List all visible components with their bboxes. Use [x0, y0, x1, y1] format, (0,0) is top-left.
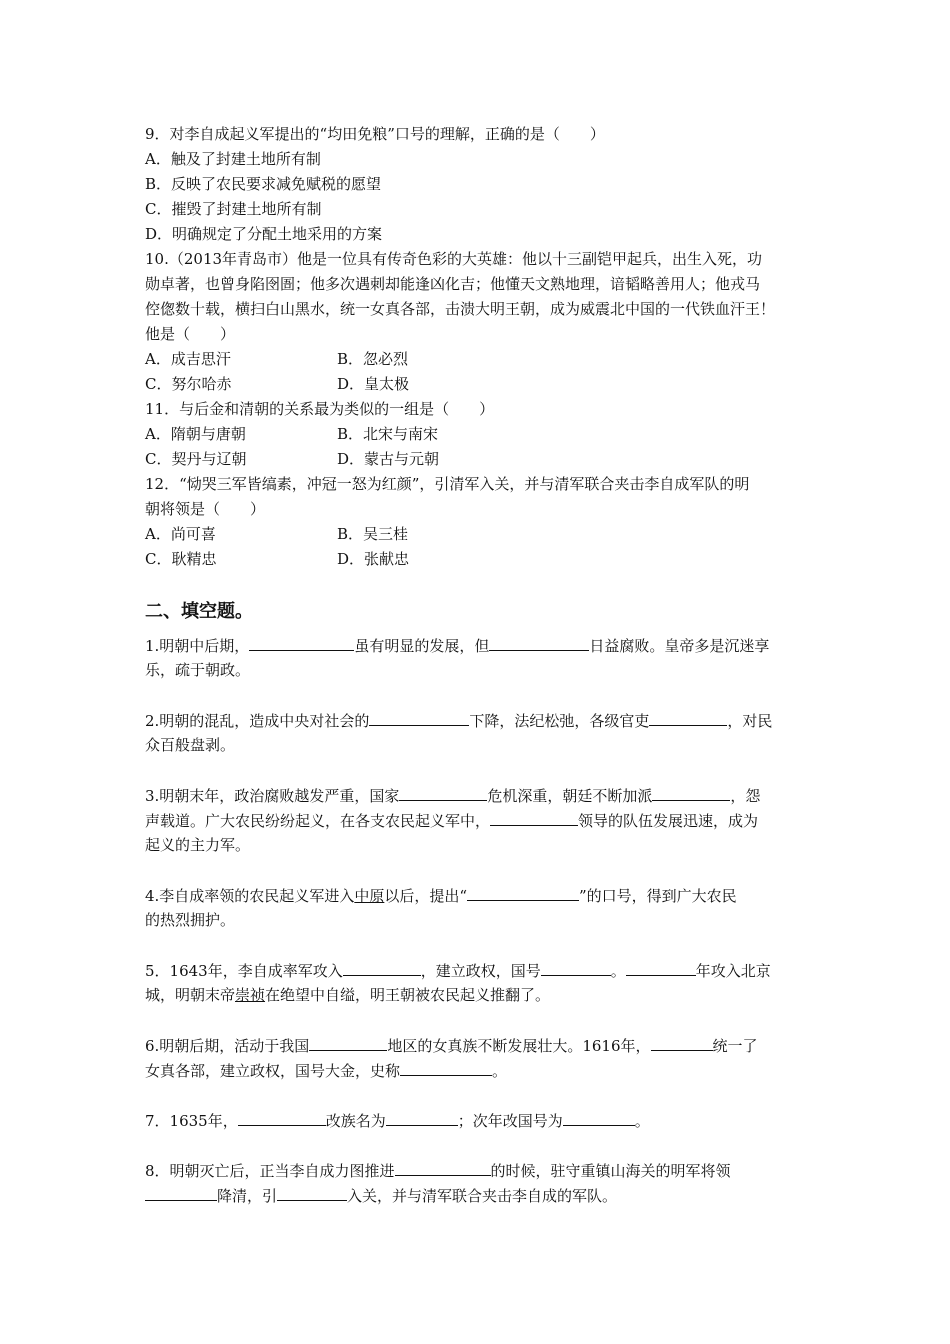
fill-5-line-2: [145, 983, 550, 1008]
fill-3-line-2: [145, 808, 758, 834]
fill-8-text-a: 8．明朝灭亡后，正当李自成力图推进: [145, 1162, 395, 1180]
q9-option-a: A．触及了封建土地所有制: [145, 150, 321, 168]
fill-6-text-e: 。: [492, 1062, 508, 1080]
fill-3-text-d: 声载道。广大农民纷纷起义，在各支农民起义军中，: [145, 812, 491, 830]
q10-option-a: A．成吉思汗: [145, 350, 231, 368]
fill-2-text-a: 2.明朝的混乱，造成中央对社会的: [145, 712, 370, 730]
fill-3-blank-3[interactable]: [490, 808, 578, 826]
q10-line-4: 他是（ ）: [145, 325, 236, 343]
fill-6-text-d: 女真各部，建立政权，国号大金，史称: [145, 1062, 401, 1080]
fill-3-line-3: 起义的主力军。: [145, 836, 251, 854]
q12-option-b: B．吴三桂: [337, 525, 409, 543]
fill-4-text-a: 4.李自成率领的农民起义军进入: [145, 887, 355, 905]
q11-options-row-1: [145, 422, 439, 447]
fill-2-blank-1[interactable]: [369, 708, 469, 726]
fill-5-blank-1[interactable]: [343, 958, 421, 976]
fill-3-text-b: 危机深重，朝廷不断加派: [487, 787, 653, 805]
fill-8-text-c: 降清，引: [217, 1187, 278, 1205]
fill-8-line-2: [145, 1183, 617, 1209]
q10-option-c: C．努尔哈赤: [145, 375, 232, 393]
fill-1-line-2: 乐，疏于朝政。: [145, 661, 251, 679]
q12-line-1: 12．“恸哭三军皆缟素，冲冠一怒为红颜”，引清军入关，并与清军联合夹击李自成军队的明: [145, 475, 750, 493]
fill-1-blank-2[interactable]: [489, 633, 589, 651]
q11-option-d: D．蒙古与元朝: [337, 450, 440, 468]
q10-line-2: 勋卓著，也曾身陷囹圄；他多次遇刺却能逢凶化吉；他懂天文熟地理，谙韬略善用人；他戎马: [145, 275, 761, 293]
q10-option-d: D．皇太极: [337, 375, 410, 393]
fill-5-blank-3[interactable]: [626, 958, 696, 976]
fill-8-blank-2[interactable]: [145, 1183, 217, 1201]
fill-6-blank-3[interactable]: [400, 1058, 492, 1076]
fill-7-blank-3[interactable]: [563, 1108, 635, 1126]
fill-4-line-2: 的热烈拥护。: [145, 911, 236, 929]
q10-option-b: B．忽必烈: [337, 350, 409, 368]
fill-6-line-2: [145, 1058, 507, 1084]
fill-1-text-c: 日益腐败。皇帝多是沉迷享: [589, 637, 770, 655]
fill-1-text-b: 虽有明显的发展，但: [354, 637, 490, 655]
q11-option-c: C．契丹与辽朝: [145, 450, 247, 468]
q10-line-1: 10.（2013年青岛市）他是一位具有传奇色彩的大英雄：他以十三副铠甲起兵，出生入死，功: [145, 250, 763, 268]
fill-6-text-b: 地区的女真族不断发展壮大。1616年，: [387, 1037, 651, 1055]
fill-5-text-b: ，建立政权，国号: [420, 962, 541, 980]
fill-6-text-a: 6.明朝后期，活动于我国: [145, 1037, 310, 1055]
fill-4-line-1: [145, 883, 737, 909]
fill-7-text-b: 改族名为: [325, 1112, 386, 1130]
fill-1-text-a: 1.明朝中后期，: [145, 637, 250, 655]
fill-6-blank-1[interactable]: [309, 1033, 387, 1051]
fill-6-text-c: 统一了: [712, 1037, 758, 1055]
q12-option-d: D．张献忠: [337, 550, 410, 568]
fill-7-blank-2[interactable]: [386, 1108, 458, 1126]
fill-5-line-1: [145, 958, 771, 984]
fill-2-line-1: [145, 708, 772, 734]
fill-6-blank-2[interactable]: [651, 1033, 713, 1051]
fill-3-text-e: 领导的队伍发展迅速，成为: [578, 812, 759, 830]
q9-option-d: D．明确规定了分配土地采用的方案: [145, 225, 383, 243]
q11-option-a: A．隋朝与唐朝: [145, 425, 246, 443]
fill-3-text-a: 3.明朝末年，政治腐败越发严重，国家: [145, 787, 400, 805]
fill-5-text-d: 年攻入北京: [695, 962, 771, 980]
q10-options-row-1: [145, 347, 409, 372]
section-2-title: 二、填空题。: [145, 601, 253, 622]
fill-8-line-1: [145, 1158, 731, 1184]
fill-7-line-1: [145, 1108, 650, 1134]
fill-5-underlined-term: 崇祯: [235, 986, 266, 1004]
q10-line-3: 倥偬数十载，横扫白山黑水，统一女真各部，击溃大明王朝，成为威震北中国的一代铁血汗王！: [145, 300, 776, 318]
q12-options-row-1: [145, 522, 409, 547]
fill-2-text-b: 下降，法纪松弛，各级官吏: [469, 712, 650, 730]
fill-8-text-b: 的时候，驻守重镇山海关的明军将领: [490, 1162, 731, 1180]
fill-5-blank-2[interactable]: [541, 958, 611, 976]
q12-option-a: A．尚可喜: [145, 525, 216, 543]
q12-option-c: C．耿精忠: [145, 550, 217, 568]
fill-7-text-d: 。: [634, 1112, 650, 1130]
fill-7-text-c: ；次年改国号为: [457, 1112, 563, 1130]
fill-8-text-d: 入关，并与清军联合夹击李自成的军队。: [347, 1187, 618, 1205]
fill-5-text-c: 。: [610, 962, 626, 980]
q9-stem: 9．对李自成起义军提出的“均田免粮”口号的理解，正确的是（ ）: [145, 125, 605, 143]
q12-options-row-2: [145, 547, 410, 572]
fill-1-blank-1[interactable]: [249, 633, 354, 651]
fill-3-text-c: ，怨: [730, 787, 761, 805]
q10-options-row-2: [145, 372, 410, 397]
fill-5-text-f: 在绝望中自缢，明王朝被农民起义推翻了。: [265, 986, 551, 1004]
fill-2-blank-2[interactable]: [649, 708, 727, 726]
fill-4-underlined-term: 中原: [354, 887, 385, 905]
fill-3-blank-1[interactable]: [399, 783, 487, 801]
fill-4-text-c: ”的口号，得到广大农民: [579, 887, 737, 905]
fill-7-blank-1[interactable]: [238, 1108, 326, 1126]
fill-8-blank-1[interactable]: [395, 1158, 491, 1176]
q9-option-b: B．反映了农民要求减免赋税的愿望: [145, 175, 382, 193]
q11-option-b: B．北宋与南宋: [337, 425, 439, 443]
q11-options-row-2: [145, 447, 440, 472]
q9-option-c: C．摧毁了封建土地所有制: [145, 200, 322, 218]
q12-line-2: 朝将领是（ ）: [145, 500, 266, 518]
fill-4-text-b: 以后，提出“: [384, 887, 468, 905]
fill-2-line-2: 众百般盘剥。: [145, 736, 236, 754]
fill-3-line-1: [145, 783, 760, 809]
fill-4-blank-1[interactable]: [467, 883, 579, 901]
fill-6-line-1: [145, 1033, 758, 1059]
fill-3-blank-2[interactable]: [652, 783, 730, 801]
fill-8-blank-3[interactable]: [277, 1183, 347, 1201]
fill-2-text-c: ，对民: [727, 712, 773, 730]
fill-7-text-a: 7．1635年，: [145, 1112, 238, 1130]
fill-5-text-a: 5．1643年，李自成率军攻入: [145, 962, 343, 980]
q11-stem: 11．与后金和清朝的关系最为类似的一组是（ ）: [145, 400, 495, 418]
fill-5-text-e: 城，明朝末帝: [145, 986, 236, 1004]
fill-1-line-1: [145, 633, 769, 659]
